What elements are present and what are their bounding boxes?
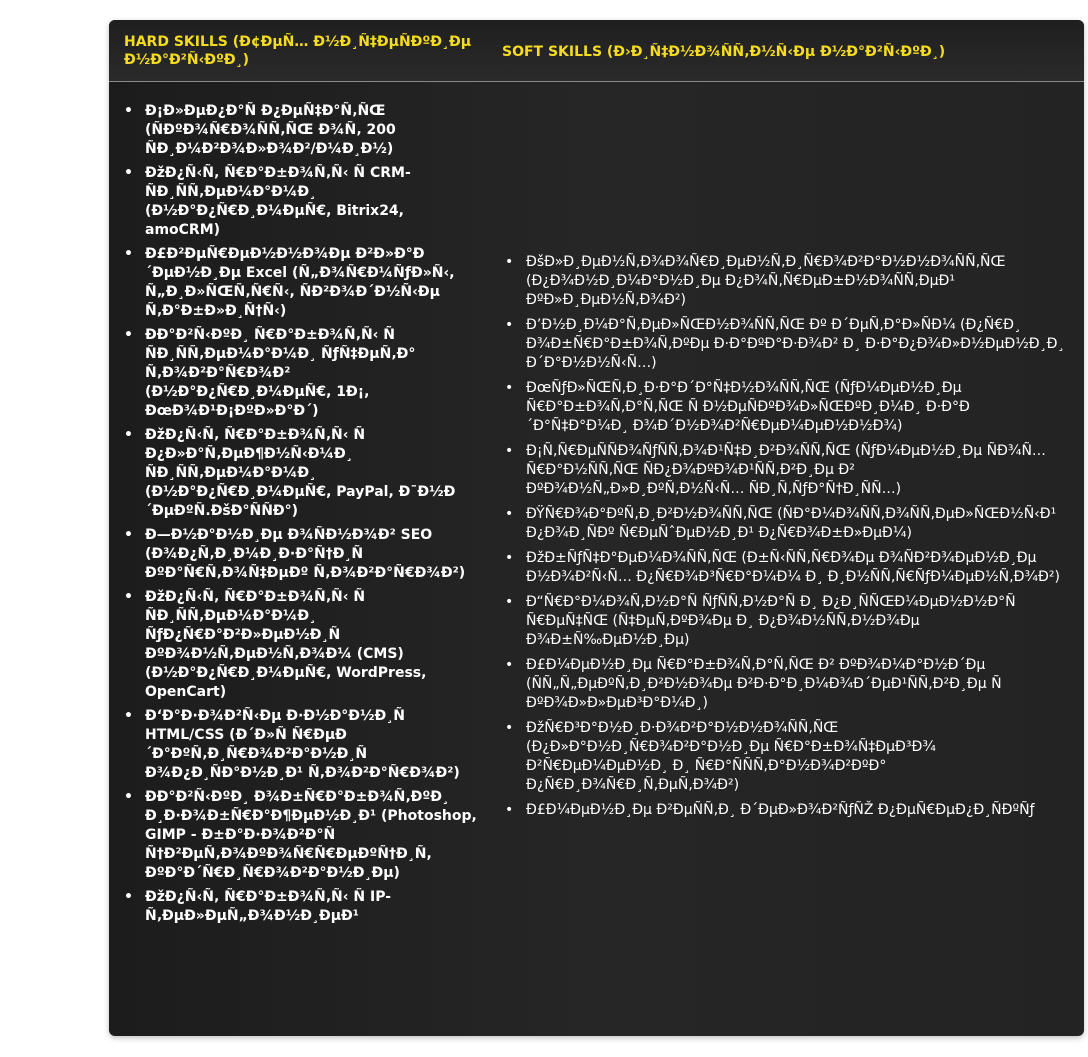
soft-skill-item: • Đ“Ñ€Đ°Đ¼Đ¾Ñ‚Đ½Đ°Ñ ÑƒÑÑ‚Đ½Đ°Ñ Đ¸ Đ¿Đ¸ÑÑŒĐ¼ĐµĐ½Đ½Đ°Ñ Ñ€ĐµÑ‡ÑŒ (Ñ‡ĐµÑ‚ĐºĐ¾Đµ Đ¸ Đ¿Đ¾Đ½ÑÑ‚Đ½Đ¾Đµ Đ¾Đ±Ñ‰ĐµĐ½Đ¸Đµ) [505, 593, 1065, 650]
hard-skill-item: • Đ‘Đ°Đ·Đ¾Đ²Ñ‹Đµ Đ·Đ½Đ°Đ½Đ¸Ñ HTML/CSS (Đ´Đ»Ñ Ñ€ĐµĐ´Đ°ĐºÑ‚Đ¸Ñ€Đ¾Đ²Đ°Đ½Đ¸Ñ Đ¾Đ¿Đ¸ÑĐ°Đ½Đ¸Đ¹ Ñ‚Đ¾Đ²Đ°Ñ€Đ¾Đ²) [124, 707, 479, 783]
hard-skills-header: HARD SKILLS (Đ¢ĐµÑ… Đ½Đ¸Ñ‡ĐµÑĐºĐ¸Đµ Đ½Đ°Đ²Ñ‹ĐºĐ¸) [124, 34, 472, 68]
soft-skill-item: • Đ£Đ¼ĐµĐ½Đ¸Đµ Đ²ĐµÑÑ‚Đ¸ Đ´ĐµĐ»Đ¾Đ²ÑƒÑŽ Đ¿ĐµÑ€ĐµĐ¿Đ¸ÑĐºÑƒ [505, 801, 1065, 820]
hard-skill-item: • Đ—Đ½Đ°Đ½Đ¸Đµ Đ¾ÑĐ½Đ¾Đ² SEO (Đ¾Đ¿Ñ‚Đ¸Đ¼Đ¸Đ·Đ°Ñ†Đ¸Ñ ĐºĐ°Ñ€Ñ‚Đ¾Ñ‡ĐµĐº Ñ‚Đ¾Đ²Đ°Ñ€Đ¾Đ²) [124, 526, 479, 583]
table-header [109, 20, 1084, 82]
soft-skill-item: • ĐšĐ»Đ¸ĐµĐ½Ñ‚Đ¾Đ¾Ñ€Đ¸ĐµĐ½Ñ‚Đ¸Ñ€Đ¾Đ²Đ°Đ½Đ½Đ¾ÑÑ‚ÑŒ (Đ¿Đ¾Đ½Đ¸Đ¼Đ°Đ½Đ¸Đµ Đ¿Đ¾Ñ‚Ñ€ĐµĐ±Đ½Đ¾ÑÑ‚ĐµĐ¹ ĐºĐ»Đ¸ĐµĐ½Ñ‚Đ¾Đ²) [505, 253, 1065, 310]
soft-skill-item: • ĐžĐ±ÑƒÑ‡Đ°ĐµĐ¼Đ¾ÑÑ‚ÑŒ (Đ±Ñ‹ÑÑ‚Ñ€Đ¾Đµ Đ¾ÑĐ²Đ¾ĐµĐ½Đ¸Đµ Đ½Đ¾Đ²Ñ‹Ñ… Đ¿Ñ€Đ¾Đ³Ñ€Đ°Đ¼Đ¼ Đ¸ Đ¸Đ½ÑÑ‚Ñ€ÑƒĐ¼ĐµĐ½Ñ‚Đ¾Đ²) [505, 549, 1065, 587]
soft-skill-item: • Đ¡Ñ‚Ñ€ĐµÑÑĐ¾ÑƒÑÑ‚Đ¾Đ¹Ñ‡Đ¸Đ²Đ¾ÑÑ‚ÑŒ (ÑƒĐ¼ĐµĐ½Đ¸Đµ ÑĐ¾Ñ…Ñ€Đ°Đ½ÑÑ‚ÑŒ ÑĐ¿Đ¾ĐºĐ¾Đ¹ÑÑ‚Đ²Đ¸Đµ Đ² ĐºĐ¾Đ½Ñ„Đ»Đ¸ĐºÑ‚Đ½Ñ‹Ñ… ÑĐ¸Ñ‚ÑƒĐ°Ñ†Đ¸ÑÑ…) [505, 442, 1065, 499]
soft-skills-column [505, 253, 1065, 826]
hard-skill-item: • ĐĐ°Đ²Ñ‹ĐºĐ¸ Đ¾Đ±Ñ€Đ°Đ±Đ¾Ñ‚ĐºĐ¸ Đ¸Đ·Đ¾Đ±Ñ€Đ°Đ¶ĐµĐ½Đ¸Đ¹ (Photoshop, GIMP - Đ±Đ°Đ·Đ¾Đ²Đ°Ñ Ñ†Đ²ĐµÑ‚Đ¾ĐºĐ¾Ñ€Ñ€ĐµĐºÑ†Đ¸Ñ, ĐºĐ°Đ´Ñ€Đ¸Ñ€Đ¾Đ²Đ°Đ½Đ¸Đµ) [124, 788, 479, 883]
hard-skills-list [124, 102, 479, 926]
soft-skill-item: • ĐŸÑ€Đ¾Đ°ĐºÑ‚Đ¸Đ²Đ½Đ¾ÑÑ‚ÑŒ (ÑĐ°Đ¼Đ¾ÑÑ‚Đ¾ÑÑ‚ĐµĐ»ÑŒĐ½Ñ‹Đ¹ Đ¿Đ¾Đ¸ÑĐº Ñ€ĐµÑˆĐµĐ½Đ¸Đ¹ Đ¿Ñ€Đ¾Đ±Đ»ĐµĐ¼) [505, 505, 1065, 543]
soft-skills-header: SOFT SKILLS (Đ›Đ¸Ñ‡Đ½Đ¾ÑÑ‚Đ½Ñ‹Đµ Đ½Đ°Đ²Ñ‹ĐºĐ¸) [502, 44, 946, 60]
hard-skill-item: • Đ¡Đ»ĐµĐ¿Đ°Ñ Đ¿ĐµÑ‡Đ°Ñ‚ÑŒ (ÑĐºĐ¾Ñ€Đ¾ÑÑ‚ÑŒ Đ¾Ñ‚ 200 ÑĐ¸Đ¼Đ²Đ¾Đ»Đ¾Đ²/Đ¼Đ¸Đ½) [124, 102, 479, 159]
soft-skill-item: • ĐžÑ€Đ³Đ°Đ½Đ¸Đ·Đ¾Đ²Đ°Đ½Đ½Đ¾ÑÑ‚ÑŒ (Đ¿Đ»Đ°Đ½Đ¸Ñ€Đ¾Đ²Đ°Đ½Đ¸Đµ Ñ€Đ°Đ±Đ¾Ñ‡ĐµĐ³Đ¾ Đ²Ñ€ĐµĐ¼ĐµĐ½Đ¸ Đ¸ Ñ€Đ°ÑÑÑ‚Đ°Đ½Đ¾Đ²ĐºĐ° Đ¿Ñ€Đ¸Đ¾Ñ€Đ¸Ñ‚ĐµÑ‚Đ¾Đ²) [505, 719, 1065, 795]
hard-skill-item: • Đ£Đ²ĐµÑ€ĐµĐ½Đ½Đ¾Đµ Đ²Đ»Đ°Đ´ĐµĐ½Đ¸Đµ Excel (Ñ„Đ¾Ñ€Đ¼ÑƒĐ»Ñ‹, Ñ„Đ¸Đ»ÑŒÑ‚Ñ€Ñ‹, ÑĐ²Đ¾Đ´Đ½Ñ‹Đµ Ñ‚Đ°Đ±Đ»Đ¸Ñ†Ñ‹) [124, 245, 479, 321]
soft-skills-list [505, 253, 1065, 820]
soft-skill-item: • Đ£Đ¼ĐµĐ½Đ¸Đµ Ñ€Đ°Đ±Đ¾Ñ‚Đ°Ñ‚ÑŒ Đ² ĐºĐ¾Đ¼Đ°Đ½Đ´Đµ (ÑÑ„Ñ„ĐµĐºÑ‚Đ¸Đ²Đ½Đ¾Đµ Đ²Đ·Đ°Đ¸Đ¼Đ¾Đ´ĐµĐ¹ÑÑ‚Đ²Đ¸Đµ Ñ ĐºĐ¾Đ»Đ»ĐµĐ³Đ°Đ¼Đ¸) [505, 656, 1065, 713]
hard-skill-item: • ĐžĐ¿Ñ‹Ñ‚ Ñ€Đ°Đ±Đ¾Ñ‚Ñ‹ Ñ IP-Ñ‚ĐµĐ»ĐµÑ„Đ¾Đ½Đ¸ĐµĐ¹ [124, 888, 479, 926]
soft-skill-item: • ĐœÑƒĐ»ÑŒÑ‚Đ¸Đ·Đ°Đ´Đ°Ñ‡Đ½Đ¾ÑÑ‚ÑŒ (ÑƒĐ¼ĐµĐ½Đ¸Đµ Ñ€Đ°Đ±Đ¾Ñ‚Đ°Ñ‚ÑŒ Ñ Đ½ĐµÑĐºĐ¾Đ»ÑŒĐºĐ¸Đ¼Đ¸ Đ·Đ°Đ´Đ°Ñ‡Đ°Đ¼Đ¸ Đ¾Đ´Đ½Đ¾Đ²Ñ€ĐµĐ¼ĐµĐ½Đ½Đ¾) [505, 379, 1065, 436]
hard-skill-item: • ĐĐ°Đ²Ñ‹ĐºĐ¸ Ñ€Đ°Đ±Đ¾Ñ‚Ñ‹ Ñ ÑĐ¸ÑÑ‚ĐµĐ¼Đ°Đ¼Đ¸ ÑƒÑ‡ĐµÑ‚Đ° Ñ‚Đ¾Đ²Đ°Ñ€Đ¾Đ² (Đ½Đ°Đ¿Ñ€Đ¸Đ¼ĐµÑ€, 1Đ¡, ĐœĐ¾Đ¹Đ¡ĐºĐ»Đ°Đ´) [124, 326, 479, 421]
hard-skill-item: • ĐžĐ¿Ñ‹Ñ‚ Ñ€Đ°Đ±Đ¾Ñ‚Ñ‹ Ñ CRM-ÑĐ¸ÑÑ‚ĐµĐ¼Đ°Đ¼Đ¸ (Đ½Đ°Đ¿Ñ€Đ¸Đ¼ĐµÑ€, Bitrix24, amoCRM) [124, 164, 479, 240]
hard-skill-item: • ĐžĐ¿Ñ‹Ñ‚ Ñ€Đ°Đ±Đ¾Ñ‚Ñ‹ Ñ Đ¿Đ»Đ°Ñ‚ĐµĐ¶Đ½Ñ‹Đ¼Đ¸ ÑĐ¸ÑÑ‚ĐµĐ¼Đ°Đ¼Đ¸ (Đ½Đ°Đ¿Ñ€Đ¸Đ¼ĐµÑ€, PayPal, Đ¯Đ½Đ´ĐµĐºÑ.ĐšĐ°ÑÑĐ°) [124, 426, 479, 521]
hard-skill-item: • ĐžĐ¿Ñ‹Ñ‚ Ñ€Đ°Đ±Đ¾Ñ‚Ñ‹ Ñ ÑĐ¸ÑÑ‚ĐµĐ¼Đ°Đ¼Đ¸ ÑƒĐ¿Ñ€Đ°Đ²Đ»ĐµĐ½Đ¸Ñ ĐºĐ¾Đ½Ñ‚ĐµĐ½Ñ‚Đ¾Đ¼ (CMS) (Đ½Đ°Đ¿Ñ€Đ¸Đ¼ĐµÑ€, WordPress, OpenCart) [124, 588, 479, 702]
skills-table [109, 20, 1084, 1036]
soft-skill-item: • Đ’Đ½Đ¸Đ¼Đ°Ñ‚ĐµĐ»ÑŒĐ½Đ¾ÑÑ‚ÑŒ Đº Đ´ĐµÑ‚Đ°Đ»ÑĐ¼ (Đ¿Ñ€Đ¸ Đ¾Đ±Ñ€Đ°Đ±Đ¾Ñ‚ĐºĐµ Đ·Đ°ĐºĐ°Đ·Đ¾Đ² Đ¸ Đ·Đ°Đ¿Đ¾Đ»Đ½ĐµĐ½Đ¸Đ¸ Đ´Đ°Đ½Đ½Ñ‹Ñ…) [505, 316, 1065, 373]
hard-skills-column [124, 102, 479, 931]
